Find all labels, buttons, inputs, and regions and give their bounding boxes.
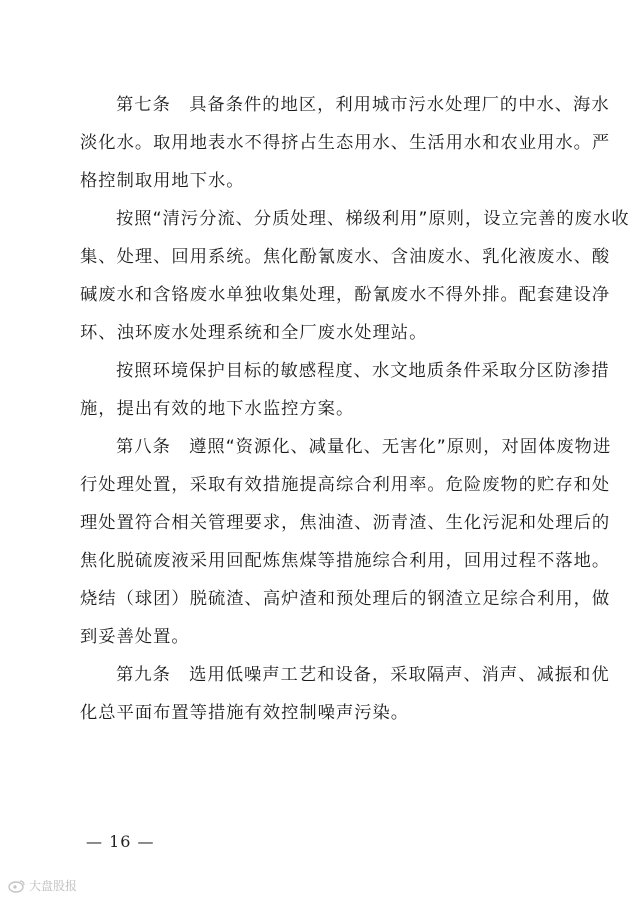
paragraph-first-line: 按照环境保护目标的敏感程度、水文地质条件采取分区防渗措 — [116, 361, 610, 381]
paragraph-line: 到妥善处置。 — [80, 627, 190, 647]
document-body — [80, 86, 630, 732]
paragraph-first-line: 第九条 选用低噪声工艺和设备，采取隔声、消声、减振和优 — [116, 665, 610, 685]
page-number: — 16 — — [86, 832, 155, 851]
paragraph-line: 理处置符合相关管理要求，焦油渣、沥青渣、生化污泥和处理后的 — [80, 513, 611, 533]
paragraph-line: 碱废水和含铬废水单独收集处理，酚氰废水不得外排。配套建设净 — [80, 285, 611, 305]
watermark-text: 大盘股报 — [29, 879, 78, 893]
paragraph-line: 格控制取用地下水。 — [80, 171, 245, 191]
paragraph-line: 烧结（球团）脱硫渣、高炉渣和预处理后的钢渣立足综合利用，做 — [80, 589, 611, 609]
paragraph-line: 行处理处置，采取有效措施提高综合利用率。危险废物的贮存和处 — [80, 475, 611, 495]
paragraph-first-line: 第七条 具备条件的地区，利用城市污水处理厂的中水、海水 — [116, 95, 610, 115]
paragraph-line: 环、浊环废水处理系统和全厂废水处理站。 — [80, 323, 428, 343]
paragraph-first-line: 按照“清污分流、分质处理、梯级利用”原则，设立完善的废水收 — [116, 209, 630, 229]
paragraph-line: 集、处理、回用系统。焦化酚氰废水、含油废水、乳化液废水、酸 — [80, 247, 611, 267]
paragraph-first-line: 第八条 遵照“资源化、减量化、无害化”原则，对固体废物进 — [116, 437, 612, 457]
paragraph-line: 施，提出有效的地下水监控方案。 — [80, 399, 355, 419]
paragraph-line: 化总平面布置等措施有效控制噪声污染。 — [80, 703, 410, 723]
watermark — [8, 877, 77, 894]
paragraph-line: 淡化水。取用地表水不得挤占生态用水、生活用水和农业用水。严 — [80, 133, 611, 153]
paragraph-line: 焦化脱硫废液采用回配炼焦煤等措施综合利用，回用过程不落地。 — [80, 551, 611, 571]
watermark-logo-icon — [8, 879, 26, 893]
